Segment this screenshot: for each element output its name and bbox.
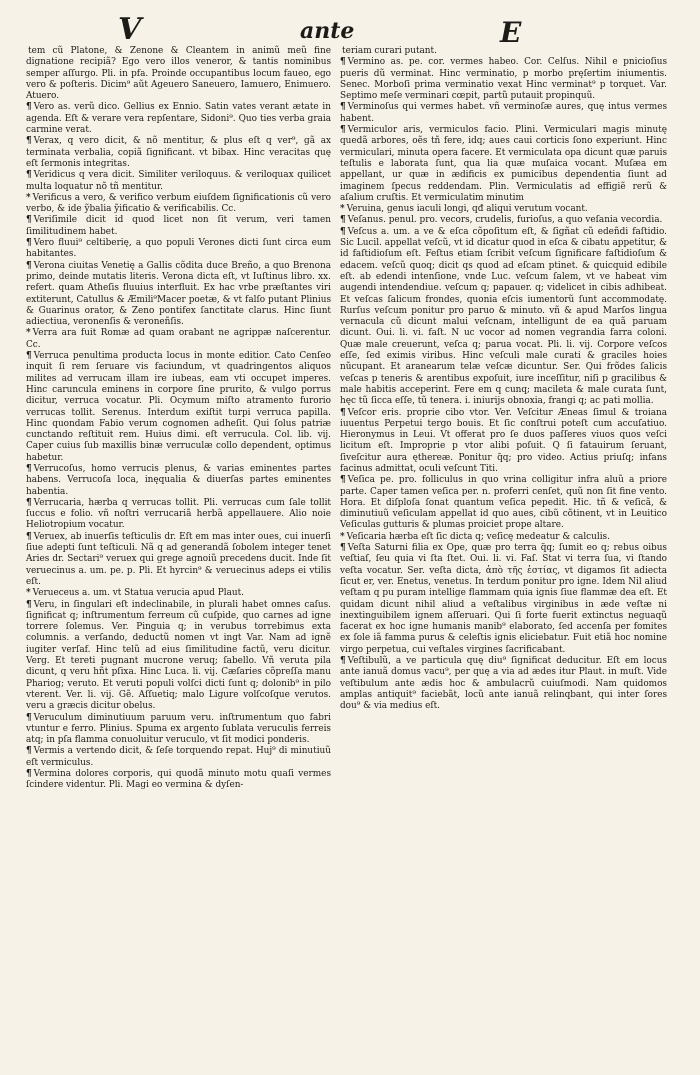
- entry-text: Vero fluui⁹ celtiberię, a quo populi Verones dicti ſunt circa eum habitantes.: [26, 238, 331, 260]
- entry-text: Verificus a vero, & verifico verbum eiuſdem ſignificationis cũ vero verbo, & ide ỹbalia ỹificatio & verificabilis. Cc.: [26, 192, 331, 215]
- entry-text: Verrucaria, hærba q verrucas tollit. Pli. verrucas cum ſale tollit ſuccus e folio. vñ noſtri verrucariã herbã appellauere. Alio noie Heliotropium vocatur.: [26, 497, 331, 531]
- dictionary-entry: [26, 193, 331, 216]
- entry-text: Veridicus q vera dicit. Similiter veriloquus. & veriloquax quilicet multa loquatur nõ tñ mentitur.: [26, 170, 331, 192]
- entry-mark: *: [26, 328, 31, 339]
- dictionary-entry: [340, 656, 667, 712]
- entry-mark: *: [26, 192, 31, 203]
- entry-mark: ¶: [340, 656, 346, 667]
- entry-text: Vermina dolores corporis, qui quodã minuto motu quaſi vermes ſcindere videntur. Pli. Magi eo vermina & dyſen-: [26, 769, 331, 791]
- entry-text: Verra ara fuit Romæ ad quam orabant ne agrippæ naſcerentur. Cc.: [26, 328, 331, 350]
- dictionary-entry: [340, 215, 667, 226]
- entry-mark: ¶: [26, 497, 32, 508]
- running-header: [0, 8, 700, 48]
- dictionary-entry: [340, 408, 667, 476]
- dictionary-entry: [26, 351, 331, 464]
- entry-text: Veruex, ab inuerſis teſticulis dr. Eſt em mas inter oues, cui inuerſi ſiue adepti ſunt teſticuli. Nã q ad generandã ſobolem integer tenet Aries dr. Sectari⁹ veruex qui grege agnoiũ precedens ducit. Inde ſit veruecinus a. um. pe. p. Pli. Et hyrcin⁹ & veruecinus adeps ei vtilis eſt.: [26, 531, 331, 587]
- entry-mark: ¶: [340, 215, 346, 226]
- entry-text: Verminoſus qui vermes habet. vñ verminoſæ aures, quę intus vermes habent.: [340, 102, 667, 124]
- entry-mark: ¶: [26, 238, 32, 249]
- header-title: ante: [300, 18, 355, 44]
- entry-text: Veſica pe. pro. folliculus in quo vrina colligitur infra aluũ a priore parte. Caper tamen veſica per. n. proferri cenſet, quũ non ſit fine vento. Hora. Et diſploſa ſonat quantum veſica pepedit. Hic. tñ & veſicã, & diminutiuũ veſiculam appellat id quo aues, cibũ cõtinent, vt in Leuitico Veſiculas gutturis & plumas proiciet prope altare.: [340, 475, 667, 531]
- dictionary-entry: [26, 238, 331, 261]
- entry-text: Veſcor eris. proprie cibo vtor. Ver. Veſcitur Æneas ſimul & troiana iuuentus Perpetui tergo bouis. Et ſic conſtrui poteſt cum accuſatiuo. Hieronymus in Leui. Vt offerat pro ſe duos paſſeres viuos quos veſci licitum eſt. Improprie p vtor alibi poſuit. Q ſi fatauirum ſeruant, ſiveſcitur aura ęthereæ. Ponitur q̃q; pro video. Actius priuſq; infans facinus admittat, oculi veſcunt Titi.: [340, 407, 667, 474]
- header-left-initial: V: [118, 12, 142, 47]
- entry-text: Veſicaria hærba eſt ſic dicta q; veſicę medeatur & calculis.: [346, 531, 610, 542]
- entry-text: Veſtibulũ, a ve particula quę diu⁹ ſignificat deducitur. Eſt em locus ante ianuã domus vacu⁹, per quę a via ad ædes itur Plaut. in muſt. Vide veſtibulum ante ædis hoc & ambulacrũ cuiuſmodi. Nam quidomos amplas antiquit⁹ faciebãt, locũ ante ianuã relinqbant, qui inter ſores dou⁹ & via medius eſt.: [340, 656, 667, 712]
- entry-text: Verruca penultima producta locus in monte editior. Cato Cenſeo inquit ſi rem ſeruare vis faciundum, vt quadringentos aliquos milites ad verrucam illam ire iubeas, eam vti occupet imperes. Hinc caruncula eminens in corpore ſine prurito, & vulgo porrus dicitur, verruca vocatur. Pli. Ocymum miſto atramento furorio verrucas tollit. Serenus. Interdum exiſtit turpi verruca papilla. Hinc quondam Fabio verum cognomen adheſit. Qui ſolus patriæ cunctando reſtituit rem. Huius dimi. eſt verrucula. Col. lib. vij. Caper cuius ſub maxillis binæ verruculæ collo dependent, optimus habetur.: [26, 351, 331, 463]
- dictionary-entry: [26, 498, 331, 532]
- entry-text: Veriſimile dicit id quod licet non ſit verum, veri tamen ſimilitudinem habet.: [26, 215, 331, 237]
- entry-mark: *: [340, 531, 345, 542]
- entry-mark: *: [340, 204, 345, 215]
- dictionary-entry: [26, 261, 331, 329]
- header-right-initial: E: [500, 16, 522, 49]
- entry-mark: ¶: [340, 543, 346, 554]
- entry-text: teriam curari putant.: [342, 46, 437, 56]
- entry-text: Veruina, genus iaculi longi, qđ aliqui verutum vocant.: [346, 204, 588, 215]
- entry-mark: ¶: [340, 226, 346, 237]
- dictionary-entry: [26, 328, 331, 351]
- entry-mark: ¶: [26, 136, 32, 147]
- entry-text: Veru, in ſingulari eſt indeclinabile, in plurali habet omnes caſus. ſignificat q; inſtrumentum ferreum cũ cuſpide, quo carnes ad igne torrere ſolemus. Ver. Pinguia q; in verubus torrebimus exta columnis. a verſando, deductũ nomen vt ingt Var. Nam ad ignẽ iugiter verſaf. Hinc telũ ad eius ſimilitudine factũ, veru dicitur. Verg. Et tereti pugnant mucrone veruq; ſabello. Vñ veruta pila dicunt, q veru hñt pſixa. Hinc Luca. li. vij. Cæſaries cõpreſſa manu Phariog; veruto. Et veruti populi volſci dicti ſunt q; dolonib⁹ in pilo vterent. Ver. li. vij. Gẽ. Aſſuetiq; malo Ligure volſcoſque verutos. veru a græcis dicitur obelus.: [26, 599, 331, 712]
- dictionary-entry: [340, 125, 667, 204]
- dictionary-entry: [340, 227, 667, 408]
- entry-text: Vermis a vertendo dicit, & ſeſe torquendo repat. Huj⁹ di minutiuũ eſt vermiculus.: [26, 746, 331, 768]
- dictionary-entry: [26, 713, 331, 747]
- entry-text: Verax, q vero dicit, & nõ mentitur, & plus eſt q ver⁹, gã ax terminata verbalia, copiã ſignificant. vt bibax. Hinc veracitas quę eſt ſermonis integritas.: [26, 136, 331, 169]
- entry-mark: ¶: [26, 260, 32, 271]
- dictionary-entry: [340, 543, 667, 656]
- dictionary-entry: [26, 215, 331, 238]
- dictionary-entry: [26, 136, 331, 170]
- dictionary-entry: [26, 464, 331, 498]
- dictionary-entry: [340, 532, 667, 543]
- dictionary-entry: [340, 102, 667, 125]
- entry-mark: ¶: [26, 712, 32, 723]
- entry-mark: ¶: [340, 57, 346, 68]
- entry-mark: ¶: [26, 170, 32, 181]
- entry-text: Vermiculor aris, vermiculos facio. Plini. Vermiculari magis minutę quedã arbores, oẽs tñ fere, idq; aues caui corticis ſono experiunt. Hinc vermiculari, minuta opera facere. Et vermiculata opa dicunt quæ paruis teſtulis e laborata ſunt, qua lia quæ muſaica vocant. Muſæa em appellant, ur quæ in ædificis ex pumicibus dependentia ſiunt ad imaginem ſpecus reddendam. Plin. Vermiculatis ad effigiẽ rerũ & aſalium cruſtis. Et vermiculatim minutim: [340, 125, 667, 203]
- entry-text: tem cũ Platone, & Zenone & Cleantem in animũ meũ fine dignatione recipiã? Ego vero illos veneror, & tantis nominibus semper aſſurgo. Pli. in pfa. Proinde occupantibus locum faueo, ego vero & poſteris. Dicim⁹ aũt Ageuero Saneuero, Iamuero, Enimuero. Atuero.: [26, 46, 331, 102]
- dictionary-entry: [26, 769, 331, 792]
- entry-mark: *: [26, 588, 31, 599]
- entry-mark: ¶: [26, 746, 32, 757]
- entry-mark: ¶: [26, 102, 32, 113]
- entry-text: Verona ciuitas Venetię a Gallis cõdita duce Breño, a quo Brenona primo, deinde mutatis literis. Verona dicta eſt, vt Iuſtinus libro. xx. refert. quam Atheſis fluuius interfluit. Ex hac vrbe præſtantes viri extiterunt, Catullus & Æmili⁹Macer poetæ, & vt falſo putant Plinius & Guarinus orator, & Zeno pontifex ſanctitate clarus. Hinc ſiunt adiectiua, veronenſis & veroneñſis.: [26, 260, 331, 328]
- dictionary-entry: [26, 102, 331, 136]
- entry-mark: ¶: [340, 125, 346, 136]
- dictionary-entry: [340, 475, 667, 531]
- entry-mark: ¶: [26, 463, 32, 474]
- entry-text: Veſanus. penul. pro. vecors, crudelis, furioſus, a quo veſania vecordia.: [347, 215, 663, 226]
- dictionary-entry: [340, 46, 667, 57]
- entry-text: Veſcus a. um. a ve & eſca cõpoſitum eſt, & ſigñat cũ edeñdi faſtidio. Sic Lucil. appellat veſcũ, vt id dicatur quod in eſca & cibatu appetitur, & id faſtidioſum eſt. Feſtus etiam ſcribit veſcum ſignificare faſtidioſum & edacem. veſcũ quoq; dicit qs quod ad eſcam ptinet. & quicquid edibile eſt. ab edendi intenſione, vnde Luc. veſcum ſalem, vt ve habeat vim augendi intendendiue. veſcum q; papauer. q; videlicet in cibis adhibeat. Et veſcas ſalicum frondes, quonia eſcis iumentorũ ſunt accommodatę. Rurſus veſcum ponitur pro paruo & minuto. vñ & apud Marſos lingua vernacula cũ dicunt malui veſcnam, intelligunt de ea quã paruam dicunt. Oui. li. vi. faſt. N uc vocor ad nomen vegrandia farra coloni. Quæ male creuerunt, veſca q; parua vocat. Pli. li. vij. Corpore veſcos eſſe, ſed eximis viribus. Hinc veſculi male curati & graciles hoies nũcupant. Et aranearum telæ veſcæ dicuntur. Ser. Qui frõdes ſalicis veſcas p teneris & arentibus expoſuit, iure inceſſitur, niſi p gracilibus & male habitis acceperint. Fere em q cunq; macileta & male curata ſunt, hęc tũ ſicca eſſe, tũ tenera. i. iniurijs obnoxia, frangi q; ac pati mollia.: [340, 226, 667, 407]
- entry-text: Vermino as. pe. cor. vermes habeo. Cor. Celſus. Nihil e pnicioſius pueris dũ verminat. Hinc verminatio, p morbo pręſertim iniumentis. Senec. Morboſi prima verminatio vexat Hinc verminat⁹ p torquet. Var. Septimo meſe verminari cœpit, partũ putauit propinquũ.: [340, 57, 667, 102]
- entry-text: Vero as. verũ dico. Gellius ex Ennio. Satin vates verant ætate in agenda. Eſt & verare vera repſentare, Sidoni⁹. Quo ties verba graia carmine verat.: [26, 102, 331, 136]
- dictionary-entry: [26, 600, 331, 713]
- dictionary-entry: [26, 532, 331, 588]
- entry-text: Verrucoſus, homo verrucis plenus, & varias eminentes partes habens. Verrucoſa loca, inęqualia & diuerſas partes eminentes habentia.: [26, 463, 331, 497]
- dictionary-entry: [26, 746, 331, 769]
- dictionary-entry: [26, 588, 331, 599]
- dictionary-entry: [340, 57, 667, 102]
- entry-mark: ¶: [26, 351, 32, 362]
- entry-mark: ¶: [26, 769, 32, 779]
- entry-mark: ¶: [340, 475, 346, 486]
- entry-text: Veruculum diminutiuum paruum veru. inſtrumentum quo fabri vtuntur e ferro. Plinius. Spuma ex argento ſublata veruculis ferreis atq; in pſa flamma conuoluitur veruculo, vt ſit modici ponderis.: [26, 712, 331, 746]
- entry-mark: ¶: [340, 102, 346, 113]
- right-column: [340, 46, 667, 713]
- entry-mark: ¶: [340, 407, 346, 418]
- dictionary-entry: [26, 46, 331, 102]
- entry-mark: ¶: [26, 599, 32, 610]
- entry-text: Veſta Saturni filia ex Ope, quæ pro terra q̃q; ſumit eo q; rebus oibus veſtiaſ, ſeu quia vi ſta ſtet. Oui. li. vi. Faſ. Stat vi terra ſua, vi ſtando veſta vocatur. Ser. veſta dicta, ἀπὸ τῆς ἑστίας, vt digamos ſit adiecta ſicut er, ver. Enetus, venetus. In terdum ponitur pro igne. Idem Nil aliud veſtam q pu puram intellige flammam quia ignis ſiue flammæ dea eſt. Et quidam dicunt nihil aliud a veſtalibus virginibus in æde veſtæ ni inextinguibilem ignem aſſeruari. Qui ſi forte fuerit extinctus neguaqũ facerat ex hoc igne humanis manib⁹ elaborato, ſed accenſa per fomites ex ſole iã famma purus & celeſtis ignis eliciebatur. Fuit etiã hoc nomine virgo perpetua, cui veſtales virgines ſacrificabant.: [340, 543, 667, 655]
- entry-text: Verueceus a. um. vt Statua verucia apud Plaut.: [32, 588, 245, 599]
- dictionary-entry: [340, 204, 667, 215]
- entry-mark: ¶: [26, 215, 32, 226]
- dictionary-entry: [26, 170, 331, 193]
- left-column: [26, 46, 331, 792]
- entry-mark: ¶: [26, 531, 32, 542]
